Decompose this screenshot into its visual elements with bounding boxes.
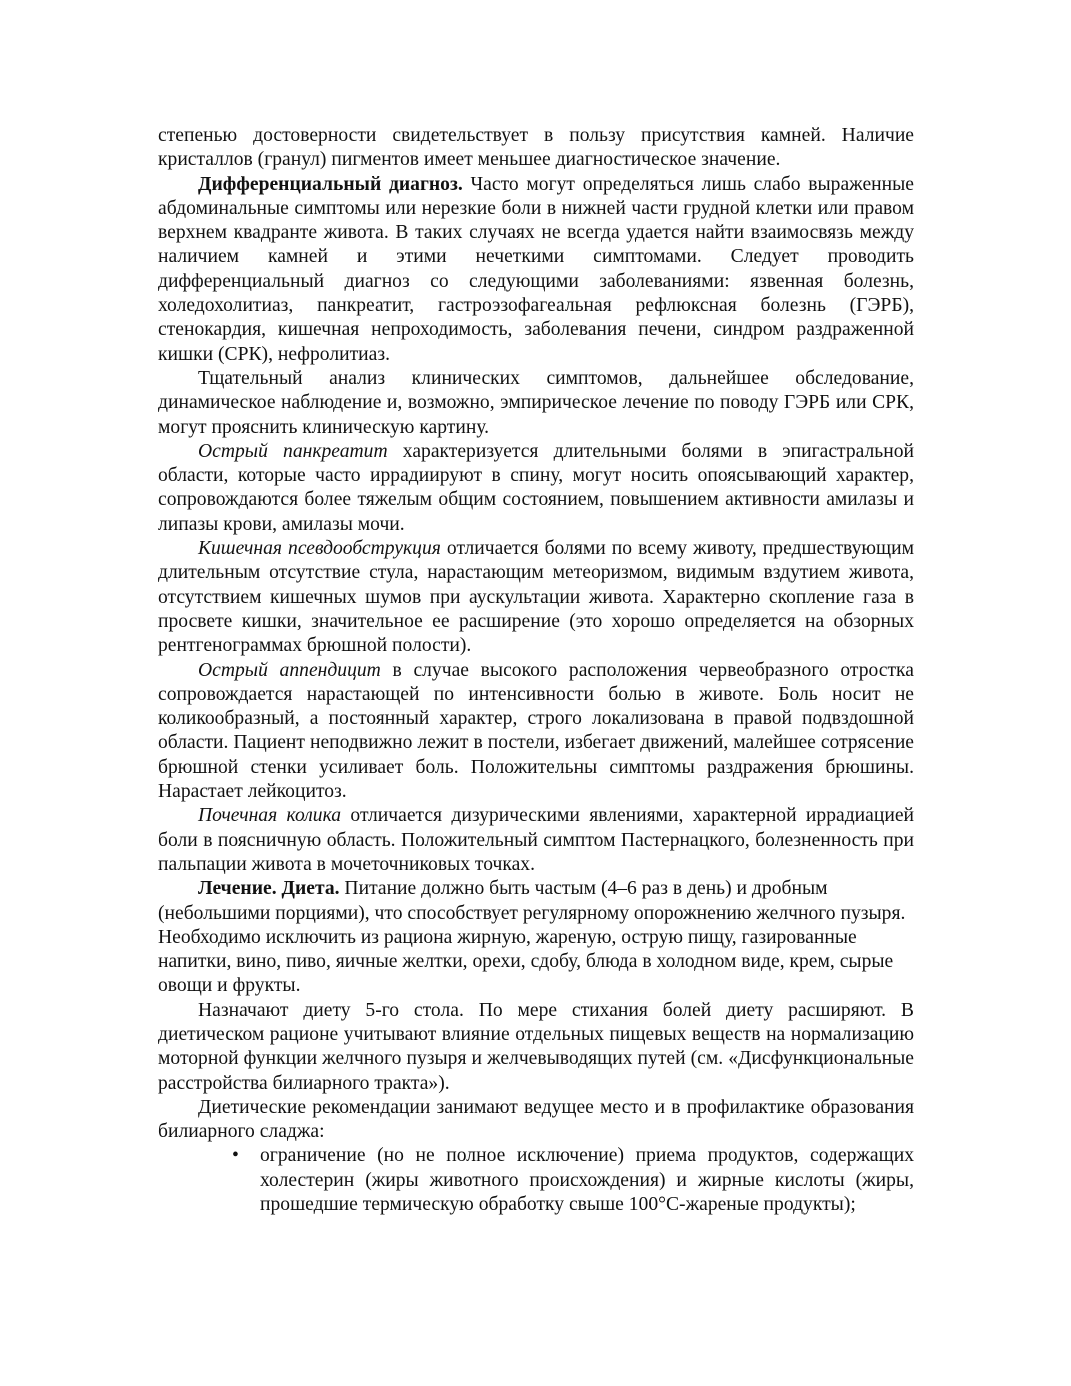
paragraph-differential-diagnosis [158, 173, 914, 367]
paragraph-treatment-diet [158, 877, 914, 998]
document-page [158, 124, 914, 1217]
italic-term: Почечная колика [198, 805, 342, 827]
paragraph-text: в случае высокого расположения червеобразного отростка сопровождается нарастающей по интенсивности болью в животе. Боль носит не коликообразный, а постоянный характер, строго локализована в правой подвздошной области. Пациент неподвижно лежит в постели, избегает движений, малейшее сотрясение брюшной стенки усиливает боль. Положительны симптомы раздражения брюшины. Нарастает лейкоцитоз. [158, 659, 914, 803]
paragraph-acute-pancreatitis [158, 440, 914, 537]
section-heading: Дифференциальный диагноз. [198, 173, 463, 195]
paragraph-text: Назначают диету 5-го стола. По мере стихания болей диету расширяют. В диетическом рационе учитывают влияние отдельных пищевых веществ на нормализацию моторной функции желчного пузыря и желчевыводящих путей (см. «Дисфункциональные расстройства билиарного тракта»). [158, 999, 914, 1094]
italic-term: Острый панкреатит [198, 440, 388, 462]
paragraph-pseudo-obstruction [158, 537, 914, 658]
paragraph-analysis [158, 367, 914, 440]
paragraph-text: Тщательный анализ клинических симптомов, дальнейшее обследование, динамическое наблюдение и, возможно, эмпирическое лечение по поводу ГЭРБ или СРК, могут прояснить клиническую картину. [158, 367, 914, 438]
italic-term: Острый аппендицит [198, 659, 381, 681]
paragraph-text: отличается дизурическими явлениями, характерной иррадиацией боли в поясничную область. Положительный симптом Пастернацкого, болезненность при пальпации живота в мочеточниковых точках. [158, 805, 914, 875]
list-item-text: ограничение (но не полное исключение) приема продуктов, содержащих холестерин (жиры животного происхождения) и жирные кислоты (жиры, прошедшие термическую обработку свыше 100°С-жареные продукты); [260, 1145, 914, 1216]
paragraph-renal-colic [158, 804, 914, 877]
paragraph-text: Часто могут определяться лишь слабо выраженные абдоминальные симптомы или нерезкие боли в нижней части грудной клетки или правом верхнем квадранте живота. В таких случаях не всегда удается найти взаимосвязь между наличием камней и этими нечеткими симптомами. Следует проводить дифференциальный диагноз со следующими заболеваниями: язвенная болезнь, холедохолитиаз, панкреатит, гастроэзофагеальная рефлюксная болезнь (ГЭРБ), стенокардия, кишечная непроходимость, заболевания печени, синдром раздраженной кишки (СРК), нефролитиаз. [158, 173, 914, 365]
paragraph-text: степенью достоверности свидетельствует в пользу присутствия камней. Наличие кристаллов (гранул) пигментов имеет меньшее диагностическое значение. [158, 125, 914, 171]
paragraph-text: Диетические рекомендации занимают ведущее место и в профилактике образования билиарного сладжа: [158, 1096, 914, 1143]
paragraph-appendicitis [158, 659, 914, 805]
list-item [232, 1144, 914, 1217]
italic-term: Кишечная псевдообструкция [198, 538, 441, 560]
bullet-list [158, 1144, 914, 1217]
paragraph-text: Питание должно быть частым (4–6 раз в день) и дробным (небольшими порциями), что способствует регулярному опорожнению желчного пузыря. Необходимо исключить из рациона жирную, жареную, острую пищу, газированные напитки, вино, пиво, яичные желтки, орехи, сдобу, блюда в холодном виде, крем, сырые овощи и фрукты. [158, 878, 906, 997]
paragraph-text: отличается болями по всему животу, предшествующим длительным отсутствие стула, нарастающим метеоризмом, видимым вздутием живота, отсутствием кишечных шумов при аускультации живота. Характерно скопление газа в просвете кишки, значительное ее расширение (это хорошо определяется на обзорных рентгенограммах брюшной полости). [158, 538, 914, 657]
bullet-marker: • [232, 1145, 239, 1167]
paragraph-text: характеризуется длительными болями в эпигастральной области, которые часто иррадиируют в спину, могут носить опоясывающий характер, сопровождаются более тяжелым общим состоянием, повышением активности амилазы и липазы крови, амилазы мочи. [158, 440, 914, 535]
section-heading: Лечение. Диета. [198, 878, 340, 900]
paragraph-diet-table [158, 999, 914, 1096]
paragraph-intro [158, 124, 914, 173]
paragraph-recommendations [158, 1096, 914, 1145]
